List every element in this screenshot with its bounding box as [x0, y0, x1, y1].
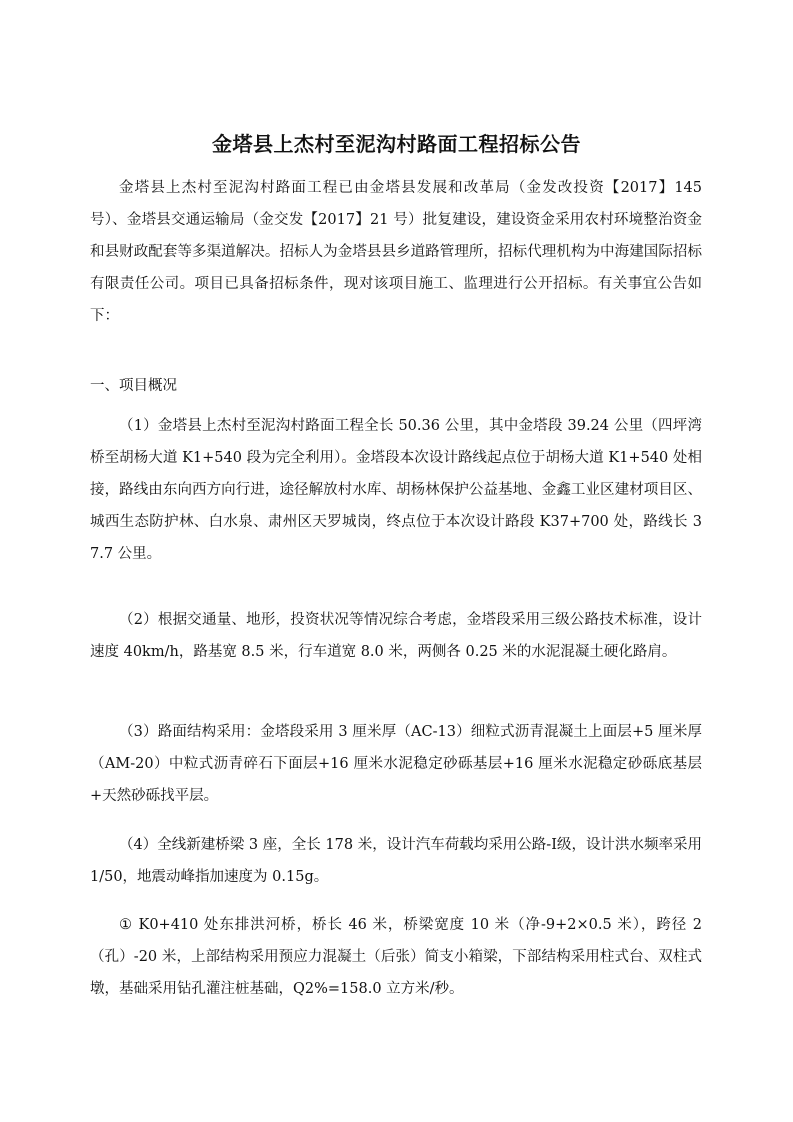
item-1-paragraph: （1）金塔县上杰村至泥沟村路面工程全长 50.36 公里，其中金塔段 39.24 公里（四坪湾桥至胡杨大道 K1+540 段为完全利用）。金塔段本次设计路线起点位于胡杨大道 K1+540 处相接，路线由东向西方向行进，途径解放村水库、胡杨林保护公益基地、金鑫工业区建材项目区、城西生态防护林、白水泉、肃州区天罗城岗，终点位于本次设计路段 K37+700 处，路线长 37.7 公里。	[90, 418, 702, 562]
item-4-1-paragraph: ① K0+410 处东排洪河桥，桥长 46 米，桥梁宽度 10 米（净-9+2×0.5 米），跨径 2（孔）-20 米，上部结构采用预应力混凝土（后张）简支小箱梁，下部结构采用柱式台、双柱式墩，基础采用钻孔灌注桩基础，Q2%=158.0 立方米/秒。	[90, 917, 702, 997]
item-2-paragraph: （2）根据交通量、地形，投资状况等情况综合考虑，金塔段采用三级公路技术标准，设计速度 40km/h，路基宽 8.5 米，行车道宽 8.0 米，两侧各 0.25 米的水泥混凝土硬化路肩。	[90, 612, 702, 660]
document-title: 金塔县上杰村至泥沟村路面工程招标公告	[212, 132, 581, 156]
item-3-paragraph: （3）路面结构采用：金塔段采用 3 厘米厚（AC-13）细粒式沥青混凝土上面层+5 厘米厚（AM-20）中粒式沥青碎石下面层+16 厘米水泥稳定砂砾基层+16 厘米水泥稳定砂砾底基层+天然砂砾找平层。	[90, 724, 702, 804]
section-heading-project-overview: 一、项目概况	[90, 378, 177, 394]
intro-paragraph: 金塔县上杰村至泥沟村路面工程已由金塔县发展和改革局（金发改投资【2017】145 号）、金塔县交通运输局（金交发【2017】21 号）批复建设，建设资金采用农村环境整治资金和县财政配套等多渠道解决。招标人为金塔县县乡道路管理所，招标代理机构为中海建国际招标有限责任公司。项目已具备招标条件，现对该项目施工、监理进行公开招标。有关事宜公告如下：	[90, 180, 702, 324]
item-4-paragraph: （4）全线新建桥梁 3 座，全长 178 米，设计汽车荷载均采用公路-Ⅰ级，设计洪水频率采用 1/50，地震动峰指加速度为 0.15g。	[90, 837, 702, 885]
